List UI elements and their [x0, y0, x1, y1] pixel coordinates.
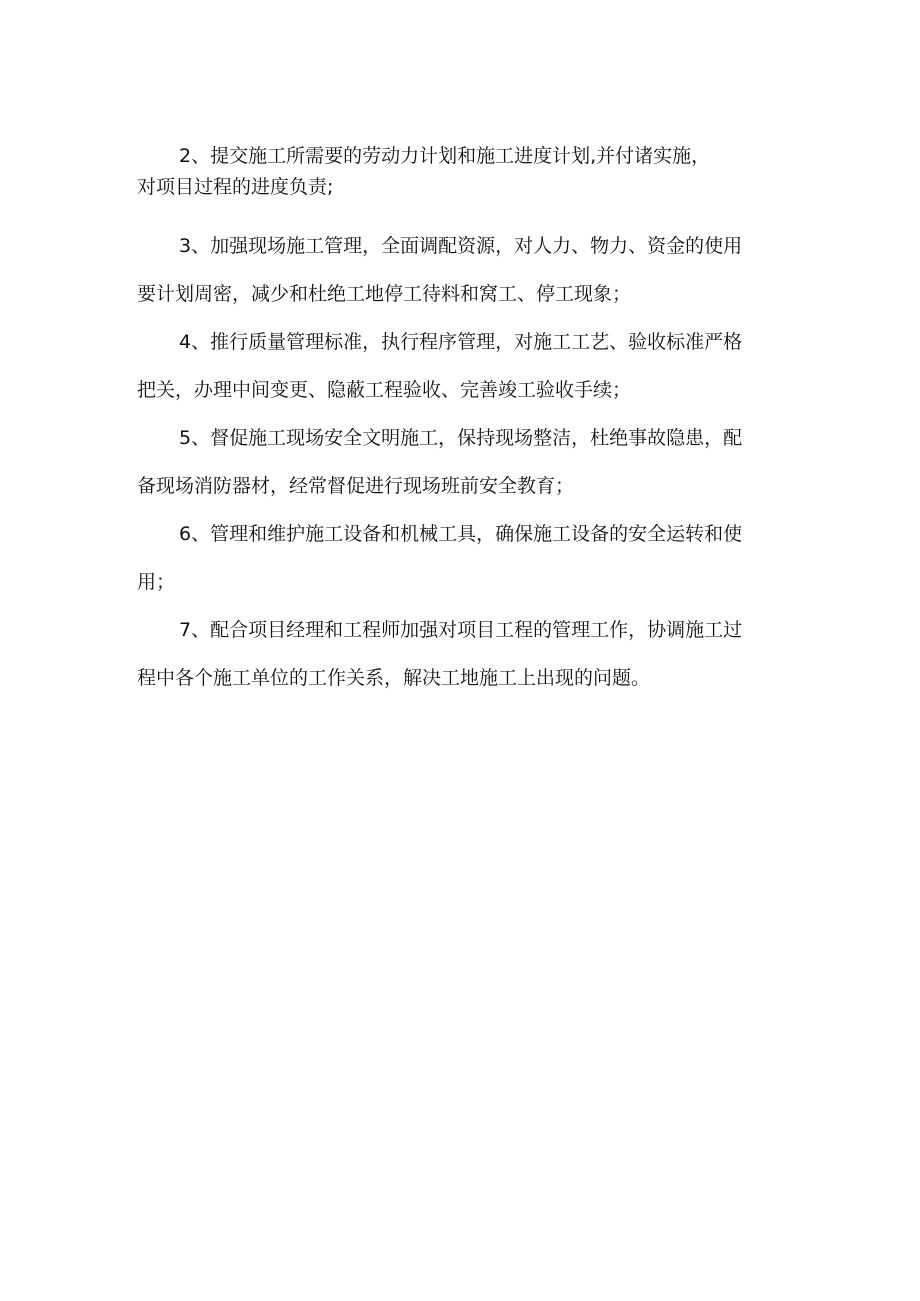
- paragraph-item-4: [137, 318, 787, 414]
- paragraph-line: 2、提交施工所需要的劳动力计划和施工进度计划,并付诸实施，: [179, 145, 711, 167]
- paragraph-line: 用；: [137, 571, 176, 593]
- paragraph-line: 5、督促施工现场安全文明施工，保持现场整洁，杜绝事故隐患，配: [179, 427, 743, 449]
- paragraph-line: 7、配合项目经理和工程师加强对项目工程的管理工作，协调施工过: [179, 619, 743, 641]
- paragraph-item-7: [137, 606, 787, 702]
- paragraph-line: 把关，办理中间变更、隐蔽工程验收、完善竣工验收手续；: [137, 379, 632, 401]
- paragraph-line: 备现场消防器材，经常督促进行现场班前安全教育；: [137, 475, 575, 497]
- paragraph-line: 4、推行质量管理标准，执行程序管理，对施工工艺、验收标准严格: [179, 331, 743, 353]
- document-body: [137, 138, 787, 702]
- paragraph-line: 3、加强现场施工管理，全面调配资源，对人力、物力、资金的使用: [179, 235, 743, 257]
- paragraph-line: 6、管理和维护施工设备和机械工具，确保施工设备的安全运转和使: [179, 523, 743, 545]
- paragraph-item-5: [137, 414, 787, 510]
- paragraph-line: 对项目过程的进度负责;: [137, 176, 334, 198]
- paragraph-line: 要计划周密，减少和杜绝工地停工待料和窝工、停工现象；: [137, 283, 632, 305]
- paragraph-line: 程中各个施工单位的工作关系，解决工地施工上出现的问题。: [137, 667, 651, 689]
- paragraph-item-6: [137, 510, 787, 606]
- paragraph-item-2: [137, 138, 787, 200]
- paragraph-item-3: [137, 222, 787, 318]
